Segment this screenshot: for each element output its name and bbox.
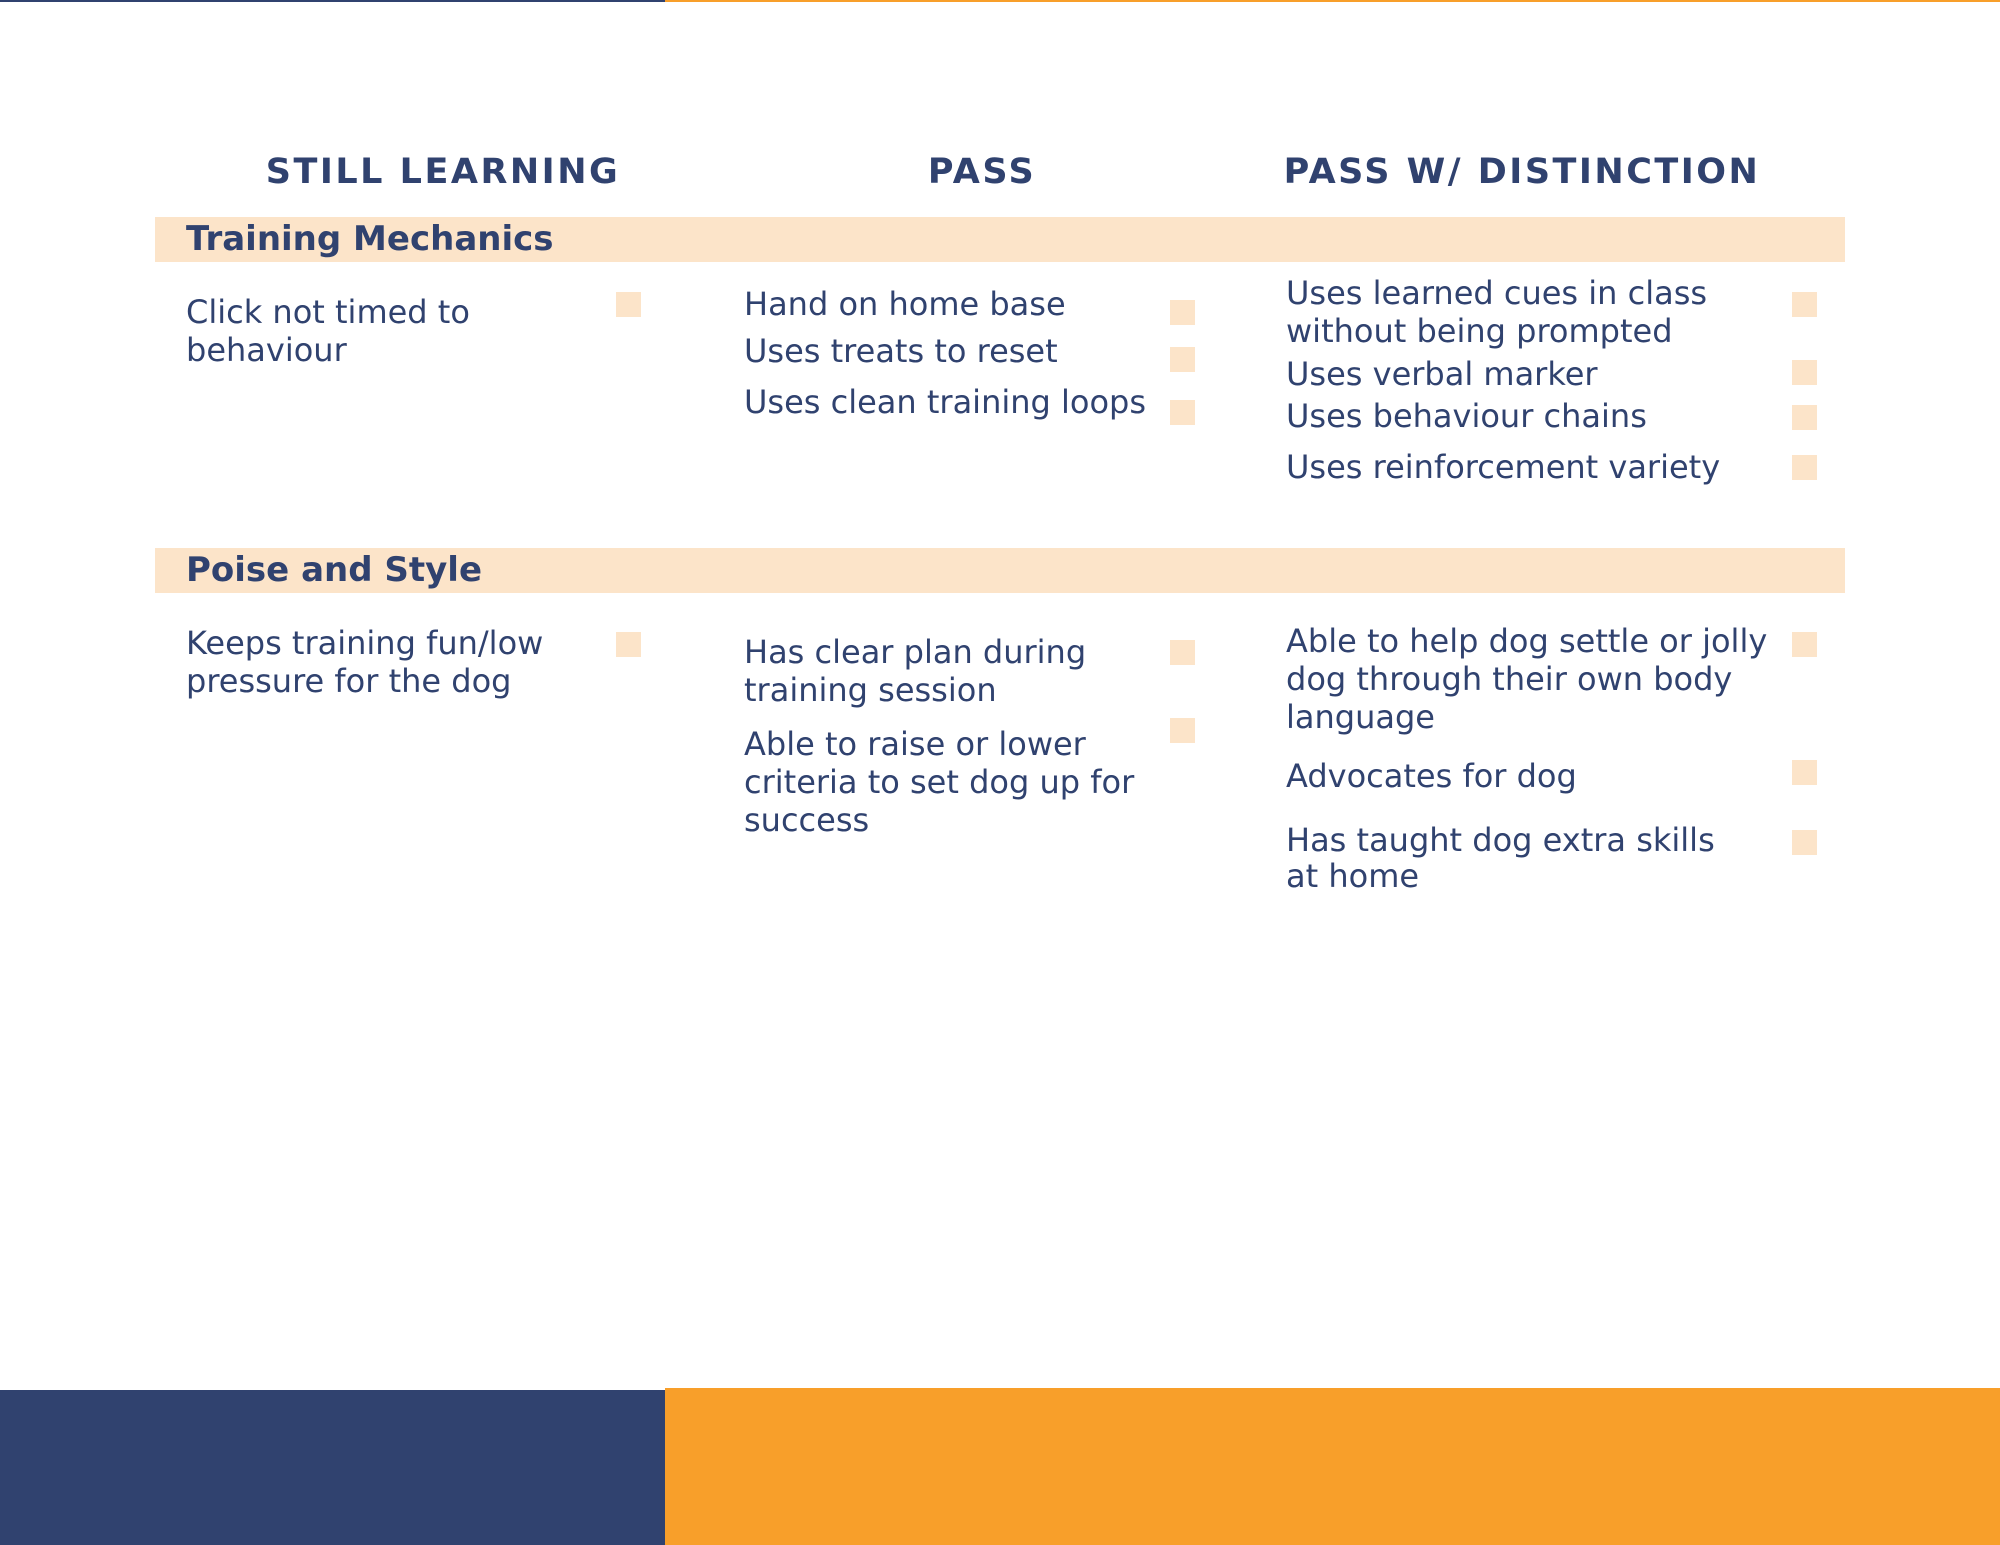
- checkbox-uses-learned-cues[interactable]: [1792, 292, 1817, 317]
- criterion-raise-or-lower-criteria: Able to raise or lower criteria to set dog up for success: [744, 725, 1135, 839]
- checkbox-uses-verbal-marker[interactable]: [1792, 360, 1817, 385]
- criterion-advocates-for-dog: Advocates for dog: [1286, 757, 1577, 795]
- criterion-uses-learned-cues: Uses learned cues in class without being prompted: [1286, 274, 1708, 350]
- top-rule-navy: [0, 0, 665, 2]
- criterion-uses-clean-training-loops: Uses clean training loops: [744, 383, 1147, 421]
- checkbox-advocates-for-dog[interactable]: [1792, 760, 1817, 785]
- checkbox-taught-extra-skills[interactable]: [1792, 830, 1817, 855]
- criterion-taught-extra-skills: Has taught dog extra skills at home: [1286, 821, 1715, 895]
- section-title-poise-and-style: Poise and Style: [186, 550, 483, 590]
- checkbox-uses-behaviour-chains[interactable]: [1792, 405, 1817, 430]
- criterion-help-dog-settle: Able to help dog settle or jolly dog through their own body language: [1286, 622, 1768, 736]
- footer-block-orange: [665, 1388, 2000, 1545]
- footer-block-navy: [0, 1390, 665, 1545]
- checkbox-uses-treats-to-reset[interactable]: [1170, 347, 1195, 372]
- criterion-has-clear-plan: Has clear plan during training session: [744, 633, 1087, 709]
- criterion-uses-treats-to-reset: Uses treats to reset: [744, 332, 1058, 370]
- checkbox-keeps-training-fun[interactable]: [616, 632, 641, 657]
- column-header-pass: PASS: [927, 152, 1037, 192]
- checkbox-uses-reinforcement-variety[interactable]: [1792, 455, 1817, 480]
- section-title-training-mechanics: Training Mechanics: [186, 219, 554, 259]
- criterion-click-not-timed: Click not timed to behaviour: [186, 293, 470, 369]
- criterion-keeps-training-fun: Keeps training fun/low pressure for the dog: [186, 624, 544, 700]
- column-header-pass-distinction: PASS W/ DISTINCTION: [1283, 152, 1761, 192]
- criterion-uses-behaviour-chains: Uses behaviour chains: [1286, 397, 1647, 435]
- checkbox-hand-on-home-base[interactable]: [1170, 300, 1195, 325]
- criterion-uses-verbal-marker: Uses verbal marker: [1286, 355, 1598, 393]
- checkbox-click-not-timed[interactable]: [616, 292, 641, 317]
- section-band-training-mechanics: [155, 217, 1845, 262]
- column-header-still-learning: STILL LEARNING: [265, 152, 621, 192]
- criterion-hand-on-home-base: Hand on home base: [744, 285, 1066, 323]
- checkbox-raise-or-lower-criteria[interactable]: [1170, 718, 1195, 743]
- checkbox-help-dog-settle[interactable]: [1792, 632, 1817, 657]
- criterion-uses-reinforcement-variety: Uses reinforcement variety: [1286, 448, 1721, 486]
- top-rule-orange: [665, 0, 2000, 2]
- checkbox-has-clear-plan[interactable]: [1170, 640, 1195, 665]
- checkbox-uses-clean-training-loops[interactable]: [1170, 400, 1195, 425]
- section-band-poise-and-style: [155, 548, 1845, 593]
